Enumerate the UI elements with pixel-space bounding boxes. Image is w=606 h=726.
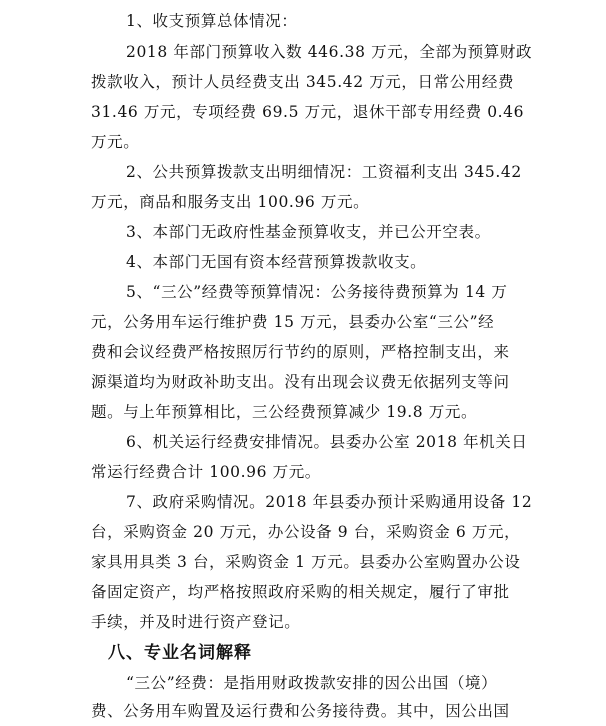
- text-line: 31.46 万元，专项经费 69.5 万元，退休干部专用经费 0.46: [91, 103, 525, 121]
- text-line: 1、收支预算总体情况：: [126, 12, 298, 30]
- text-line: 5、“三公”经费等预算情况：公务接待费预算为 14 万: [126, 283, 508, 301]
- text-line: 备固定资产，均严格按照政府采购的相关规定，履行了审批: [91, 583, 510, 601]
- text-line: 费、公务用车购置及运行费和公务接待费。其中，因公出国: [91, 702, 510, 720]
- text-line: 万元。: [91, 133, 140, 151]
- text-line: 4、本部门无国有资本经营预算拨款收支。: [126, 253, 427, 271]
- text-line: 2018 年部门预算收入数 446.38 万元，全部为预算财政: [126, 43, 533, 61]
- text-line: 7、政府采购情况。2018 年县委办预计采购通用设备 12: [126, 493, 533, 511]
- text-line: 万元，商品和服务支出 100.96 万元。: [91, 193, 370, 211]
- text-line: “三公”经费：是指用财政拨款安排的因公出国（境）: [126, 674, 498, 692]
- text-line: 台，采购资金 20 万元，办公设备 9 台，采购资金 6 万元，: [91, 523, 521, 541]
- section-heading: 八、专业名词解释: [108, 643, 252, 663]
- text-line: 费和会议经费严格按照厉行节约的原则，严格控制支出，来: [91, 343, 510, 361]
- text-line: 常运行经费合计 100.96 万元。: [91, 463, 321, 481]
- text-line: 源渠道均为财政补助支出。没有出现会议费无依据列支等问: [91, 373, 510, 391]
- text-line: 2、公共预算拨款支出明细情况：工资福利支出 345.42: [126, 163, 522, 181]
- text-line: 3、本部门无政府性基金预算收支，并已公开空表。: [126, 223, 491, 241]
- text-line: 家具用具类 3 台，采购资金 1 万元。县委办公室购置办公设: [91, 553, 521, 571]
- text-line: 6、机关运行经费安排情况。县委办公室 2018 年机关日: [126, 433, 528, 451]
- text-line: 元，公务用车运行维护费 15 万元，县委办公室“三公”经: [91, 313, 495, 331]
- text-line: 拨款收入，预计人员经费支出 345.42 万元，日常公用经费: [91, 73, 515, 91]
- text-line: 题。与上年预算相比，三公经费预算减少 19.8 万元。: [91, 403, 478, 421]
- text-line: 手续，并及时进行资产登记。: [91, 613, 301, 631]
